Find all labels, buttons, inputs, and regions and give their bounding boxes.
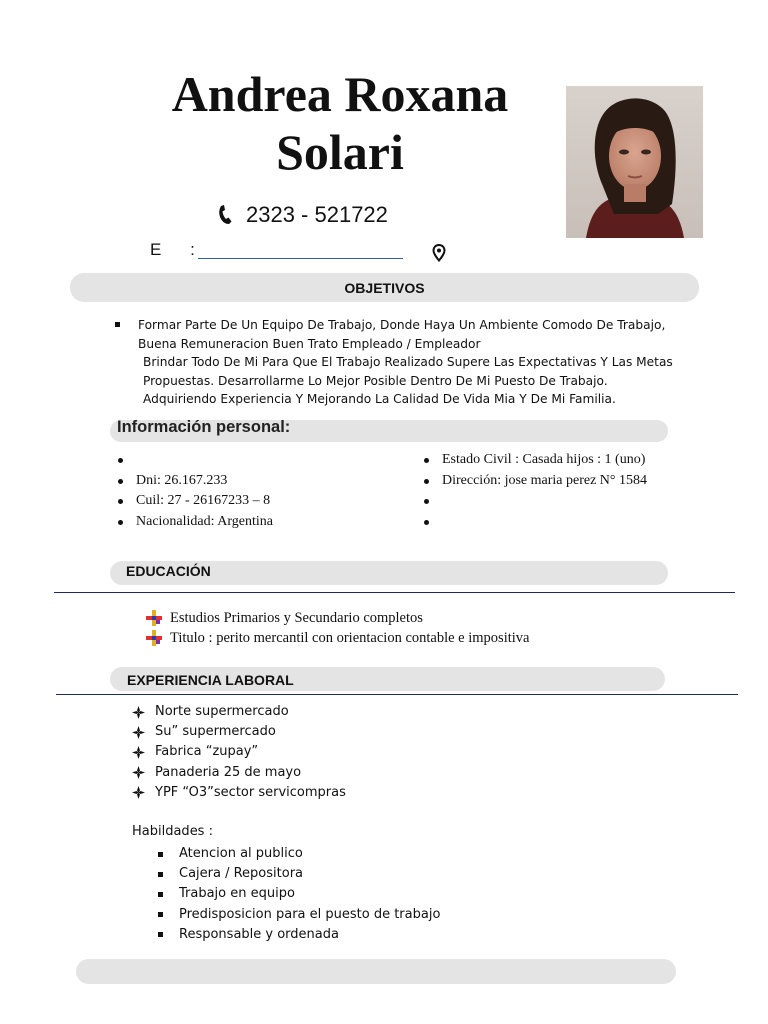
objetivos-line: Brindar Todo De Mi Para Que El Trabajo Realizado Supere Las Expectativas Y Las Metas: [143, 355, 673, 370]
experiencia-list: [132, 702, 346, 803]
objetivos-line: Adquiriendo Experiencia Y Mejorando La Calidad De Vida Mia Y De Mi Familia.: [143, 392, 616, 407]
email-row: [150, 240, 195, 260]
info-item-dni: Dni: 26.167.233: [116, 471, 273, 492]
educacion-item: [146, 608, 529, 628]
objetivos-line: Buena Remuneracion Buen Trato Empleado / Empleador: [138, 336, 481, 351]
objetivos-title: OBJETIVOS: [344, 280, 425, 296]
habilidad-text: Cajera / Repositora: [179, 866, 304, 882]
experiencia-item-text: Panaderia 25 de mayo: [155, 764, 302, 780]
info-right-list: [422, 450, 647, 532]
diamond-bullet-icon: [132, 746, 145, 759]
email-link[interactable]: [198, 258, 403, 259]
experiencia-title: EXPERIENCIA LABORAL: [127, 672, 294, 688]
footer-bar: [76, 959, 676, 984]
habilidad-text: Atencion al publico: [179, 846, 303, 861]
experiencia-item-text: Su” supermercado: [155, 724, 276, 740]
phone-icon: [216, 204, 234, 226]
educacion-item-text: Estudios Primarios y Secundario completos: [170, 610, 423, 626]
diamond-bullet-icon: [132, 766, 145, 779]
educacion-divider: [54, 592, 735, 593]
objetivos-line: Formar Parte De Un Equipo De Trabajo, Donde Haya Un Ambiente Comodo De Trabajo,: [138, 318, 666, 332]
educacion-item-text: Titulo : perito mercantil con orientacion contable e impositiva: [170, 630, 530, 646]
location-pin-icon: [432, 244, 446, 262]
info-item-nacionalidad: Nacionalidad: Argentina: [116, 512, 273, 533]
experiencia-item: [132, 763, 346, 783]
cross-bullet-icon: [146, 610, 162, 626]
info-left-list: [116, 450, 273, 532]
educacion-list: [146, 608, 529, 648]
info-item: [422, 512, 647, 533]
habilidad-item: [158, 925, 440, 945]
diamond-bullet-icon: [132, 786, 145, 799]
email-label: E: [150, 240, 162, 259]
objetivos-bullet: [115, 322, 120, 327]
phone-number: 2323 - 521722: [246, 202, 388, 227]
habilidad-item: [158, 884, 440, 904]
habilidad-text: Responsable y ordenada: [179, 926, 339, 942]
experiencia-item: [132, 702, 346, 722]
habilidad-item: [158, 844, 440, 864]
profile-photo: [566, 86, 703, 238]
info-item: [422, 491, 647, 512]
habilidad-text: Predisposicion para el puesto de trabajo: [179, 906, 441, 922]
info-item-cuil: Cuil: 27 - 26167233 – 8: [116, 491, 273, 512]
info-title: Información personal:: [117, 418, 291, 436]
name-line-1: Andrea Roxana: [171, 66, 509, 122]
habilidad-item: [158, 864, 440, 884]
habilidad-item: [158, 905, 440, 925]
cross-bullet-icon: [146, 630, 162, 646]
experiencia-item: [132, 742, 346, 762]
experiencia-item-text: YPF “O3”sector servicompras: [155, 784, 346, 800]
habilidades-list: [158, 844, 440, 945]
diamond-bullet-icon: [132, 706, 145, 719]
experiencia-item-text: Norte supermercado: [155, 704, 289, 719]
experiencia-item: [132, 783, 346, 803]
experiencia-item-text: Fabrica “zupay”: [155, 744, 259, 760]
habilidades-label: Habildades :: [132, 824, 213, 839]
email-colon: :: [190, 240, 195, 259]
info-item-estado-civil: Estado Civil : Casada hijos : 1 (uno): [422, 450, 647, 471]
educacion-item: [146, 628, 529, 648]
experiencia-divider: [56, 694, 738, 695]
info-item-direccion: Dirección: jose maria perez N° 1584: [422, 471, 647, 492]
experiencia-item: [132, 722, 346, 742]
objetivos-line: Propuestas. Desarrollarme Lo Mejor Posible Dentro De Mi Puesto De Trabajo.: [143, 373, 608, 388]
habilidad-text: Trabajo en equipo: [179, 886, 295, 902]
phone-row: [216, 200, 388, 230]
objetivos-text: [118, 316, 718, 409]
diamond-bullet-icon: [132, 726, 145, 739]
name-line-2: Solari: [276, 124, 404, 180]
educacion-title: EDUCACIÓN: [126, 563, 211, 579]
info-item: [116, 450, 273, 471]
